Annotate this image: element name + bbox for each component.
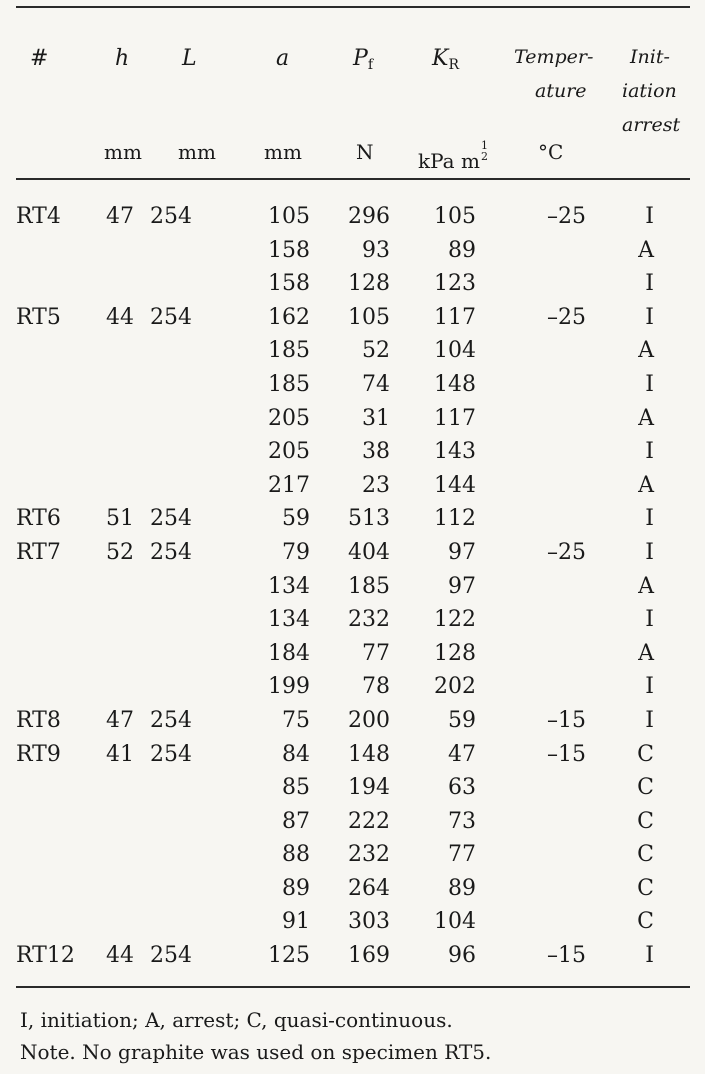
cell-L: 254 xyxy=(150,304,192,330)
cell-a: 158 xyxy=(268,237,310,263)
cell-L: 254 xyxy=(150,707,192,733)
cell-h xyxy=(106,402,150,436)
cell-mode: I xyxy=(645,271,654,297)
cell-pf: 31 xyxy=(362,405,390,431)
cell-temperature xyxy=(476,603,586,637)
cell-mode: C xyxy=(637,775,654,801)
cell-temperature: –15 xyxy=(547,741,586,767)
cell-a: 205 xyxy=(268,405,310,431)
cell-specimen: RT8 xyxy=(16,707,61,733)
cell-pf: 74 xyxy=(362,371,390,397)
cell-mode: C xyxy=(637,808,654,834)
cell-a: 85 xyxy=(282,775,310,801)
cell-h: 41 xyxy=(106,741,134,767)
cell-kr: 104 xyxy=(434,338,476,364)
cell-L xyxy=(150,805,238,839)
cell-kr: 96 xyxy=(448,943,476,969)
cell-h xyxy=(106,603,150,637)
header-init-line1: Init- xyxy=(630,46,670,68)
table-row xyxy=(16,637,654,671)
cell-kr: 89 xyxy=(448,237,476,263)
cell-specimen xyxy=(16,469,106,503)
header-number: # xyxy=(30,46,49,71)
cell-specimen xyxy=(16,771,106,805)
cell-kr: 59 xyxy=(448,707,476,733)
cell-h: 44 xyxy=(106,943,134,969)
cell-pf: 232 xyxy=(348,607,390,633)
unit-a: mm xyxy=(264,140,302,164)
cell-specimen: RT9 xyxy=(16,741,61,767)
cell-kr: 63 xyxy=(448,775,476,801)
cell-kr: 117 xyxy=(434,304,476,330)
cell-h: 52 xyxy=(106,539,134,565)
cell-specimen xyxy=(16,234,106,268)
cell-h xyxy=(106,872,150,906)
cell-temperature xyxy=(476,334,586,368)
header-rule xyxy=(16,178,690,180)
cell-mode: I xyxy=(645,707,654,733)
cell-temperature xyxy=(476,402,586,436)
cell-pf: 93 xyxy=(362,237,390,263)
cell-mode: I xyxy=(645,943,654,969)
cell-L xyxy=(150,905,238,939)
table-row xyxy=(16,570,654,604)
top-rule xyxy=(16,6,690,8)
cell-h xyxy=(106,435,150,469)
table-row xyxy=(16,905,654,939)
cell-temperature xyxy=(476,267,586,301)
cell-pf: 194 xyxy=(348,775,390,801)
cell-L xyxy=(150,637,238,671)
cell-a: 217 xyxy=(268,472,310,498)
cell-a: 162 xyxy=(268,304,310,330)
cell-h xyxy=(106,905,150,939)
cell-mode: C xyxy=(637,909,654,935)
data-table xyxy=(16,200,654,973)
cell-pf: 128 xyxy=(348,271,390,297)
cell-h xyxy=(106,570,150,604)
cell-h xyxy=(106,670,150,704)
cell-mode: I xyxy=(645,674,654,700)
cell-specimen xyxy=(16,267,106,301)
cell-h: 51 xyxy=(106,506,134,532)
cell-pf: 303 xyxy=(348,909,390,935)
table-row xyxy=(16,402,654,436)
cell-temperature xyxy=(476,368,586,402)
header-L: L xyxy=(182,46,197,71)
table-row xyxy=(16,368,654,402)
cell-L xyxy=(150,435,238,469)
table-row xyxy=(16,301,654,335)
unit-kr-base: kPa m xyxy=(418,149,480,173)
cell-mode: C xyxy=(637,875,654,901)
cell-pf: 513 xyxy=(348,506,390,532)
table-row xyxy=(16,469,654,503)
cell-a: 158 xyxy=(268,271,310,297)
unit-temp: °C xyxy=(538,140,564,164)
cell-a: 87 xyxy=(282,808,310,834)
cell-a: 84 xyxy=(282,741,310,767)
cell-specimen xyxy=(16,368,106,402)
cell-pf: 23 xyxy=(362,472,390,498)
table-row xyxy=(16,872,654,906)
table-row xyxy=(16,234,654,268)
unit-pf: N xyxy=(356,140,374,164)
header-a: a xyxy=(276,46,290,71)
cell-L: 254 xyxy=(150,943,192,969)
cell-kr: 97 xyxy=(448,573,476,599)
cell-kr: 112 xyxy=(434,506,476,532)
cell-mode: C xyxy=(637,741,654,767)
cell-kr: 77 xyxy=(448,842,476,868)
cell-L: 254 xyxy=(150,204,192,229)
cell-L xyxy=(150,570,238,604)
header-pf-main: P xyxy=(353,46,368,71)
cell-mode: I xyxy=(645,204,654,229)
cell-kr: 104 xyxy=(434,909,476,935)
header-temp-line2: ature xyxy=(535,80,587,102)
bottom-rule xyxy=(16,986,690,988)
cell-kr: 105 xyxy=(434,204,476,229)
cell-mode: A xyxy=(638,640,654,666)
cell-a: 134 xyxy=(268,607,310,633)
cell-pf: 77 xyxy=(362,640,390,666)
header-pf-sub: f xyxy=(367,57,373,73)
cell-specimen xyxy=(16,402,106,436)
header-kr-sub: R xyxy=(448,57,459,73)
cell-L: 254 xyxy=(150,539,192,565)
cell-mode: I xyxy=(645,539,654,565)
cell-a: 185 xyxy=(268,371,310,397)
cell-temperature: –25 xyxy=(547,204,586,229)
cell-h xyxy=(106,469,150,503)
unit-L: mm xyxy=(178,140,216,164)
cell-pf: 148 xyxy=(348,741,390,767)
cell-pf: 264 xyxy=(348,875,390,901)
cell-kr: 89 xyxy=(448,875,476,901)
cell-h: 47 xyxy=(106,707,134,733)
cell-a: 185 xyxy=(268,338,310,364)
cell-L xyxy=(150,872,238,906)
header-kr-main: K xyxy=(432,46,449,71)
cell-specimen: RT12 xyxy=(16,943,75,969)
table-row xyxy=(16,502,654,536)
unit-h: mm xyxy=(104,140,142,164)
cell-temperature xyxy=(476,637,586,671)
table-row xyxy=(16,704,654,738)
table-row xyxy=(16,838,654,872)
cell-temperature xyxy=(476,234,586,268)
cell-specimen xyxy=(16,905,106,939)
header-pf xyxy=(353,46,373,73)
cell-L xyxy=(150,603,238,637)
header-kr xyxy=(432,46,459,73)
cell-pf: 78 xyxy=(362,674,390,700)
cell-temperature: –15 xyxy=(547,707,586,733)
cell-mode: I xyxy=(645,506,654,532)
cell-specimen: RT4 xyxy=(16,204,61,229)
cell-kr: 128 xyxy=(434,640,476,666)
cell-mode: I xyxy=(645,371,654,397)
cell-specimen xyxy=(16,637,106,671)
cell-mode: I xyxy=(645,439,654,465)
cell-h xyxy=(106,368,150,402)
cell-pf: 404 xyxy=(348,539,390,565)
cell-temperature: –15 xyxy=(547,943,586,969)
cell-pf: 52 xyxy=(362,338,390,364)
footnote-note: Note. No graphite was used on specimen RT5. xyxy=(20,1040,492,1064)
cell-a: 89 xyxy=(282,875,310,901)
cell-mode: A xyxy=(638,237,654,263)
cell-a: 75 xyxy=(282,707,310,733)
cell-L xyxy=(150,402,238,436)
table-row xyxy=(16,939,654,973)
cell-specimen xyxy=(16,570,106,604)
header-init-line2: iation xyxy=(622,80,677,102)
cell-L: 254 xyxy=(150,741,192,767)
cell-mode: I xyxy=(645,304,654,330)
cell-mode: A xyxy=(638,338,654,364)
cell-specimen xyxy=(16,670,106,704)
cell-a: 134 xyxy=(268,573,310,599)
cell-a: 105 xyxy=(268,204,310,229)
cell-temperature xyxy=(476,872,586,906)
cell-pf: 222 xyxy=(348,808,390,834)
cell-temperature xyxy=(476,771,586,805)
table-row xyxy=(16,435,654,469)
cell-pf: 296 xyxy=(348,204,390,229)
cell-specimen: RT6 xyxy=(16,506,61,532)
table-row xyxy=(16,738,654,772)
unit-kr-exp-num: 1 xyxy=(480,139,488,152)
unit-kr-exp-den: 2 xyxy=(480,150,488,163)
header-h: h xyxy=(115,46,130,71)
cell-h xyxy=(106,838,150,872)
cell-a: 88 xyxy=(282,842,310,868)
cell-pf: 200 xyxy=(348,707,390,733)
table-row xyxy=(16,603,654,637)
cell-kr: 143 xyxy=(434,439,476,465)
cell-specimen: RT5 xyxy=(16,304,61,330)
cell-a: 199 xyxy=(268,674,310,700)
cell-h xyxy=(106,334,150,368)
cell-L xyxy=(150,368,238,402)
cell-specimen xyxy=(16,805,106,839)
cell-a: 79 xyxy=(282,539,310,565)
cell-temperature xyxy=(476,670,586,704)
cell-L xyxy=(150,838,238,872)
cell-L xyxy=(150,771,238,805)
cell-L xyxy=(150,670,238,704)
cell-mode: A xyxy=(638,405,654,431)
cell-pf: 185 xyxy=(348,573,390,599)
cell-kr: 148 xyxy=(434,371,476,397)
footnote-legend: I, initiation; A, arrest; C, quasi-continuous. xyxy=(20,1008,453,1032)
unit-kr xyxy=(418,140,488,173)
cell-L xyxy=(150,469,238,503)
cell-temperature xyxy=(476,469,586,503)
cell-temperature xyxy=(476,435,586,469)
cell-h xyxy=(106,267,150,301)
cell-a: 125 xyxy=(268,943,310,969)
cell-mode: C xyxy=(637,842,654,868)
cell-a: 91 xyxy=(282,909,310,935)
cell-pf: 105 xyxy=(348,304,390,330)
cell-h xyxy=(106,234,150,268)
unit-kr-exponent xyxy=(481,140,488,162)
table-row xyxy=(16,670,654,704)
cell-h xyxy=(106,805,150,839)
cell-mode: I xyxy=(645,607,654,633)
cell-temperature xyxy=(476,502,586,536)
cell-a: 184 xyxy=(268,640,310,666)
cell-temperature xyxy=(476,805,586,839)
cell-h xyxy=(106,771,150,805)
cell-a: 59 xyxy=(282,506,310,532)
cell-temperature xyxy=(476,570,586,604)
cell-specimen xyxy=(16,435,106,469)
cell-h: 47 xyxy=(106,204,134,229)
cell-specimen xyxy=(16,838,106,872)
cell-kr: 47 xyxy=(448,741,476,767)
cell-mode: A xyxy=(638,472,654,498)
cell-specimen xyxy=(16,603,106,637)
cell-kr: 123 xyxy=(434,271,476,297)
cell-specimen: RT7 xyxy=(16,539,61,565)
cell-pf: 169 xyxy=(348,943,390,969)
cell-pf: 232 xyxy=(348,842,390,868)
table-row xyxy=(16,267,654,301)
cell-kr: 122 xyxy=(434,607,476,633)
cell-kr: 73 xyxy=(448,808,476,834)
cell-kr: 117 xyxy=(434,405,476,431)
table-body xyxy=(16,200,654,973)
cell-kr: 202 xyxy=(434,674,476,700)
cell-kr: 97 xyxy=(448,539,476,565)
cell-kr: 144 xyxy=(434,472,476,498)
table-row xyxy=(16,805,654,839)
cell-temperature xyxy=(476,838,586,872)
table-row xyxy=(16,200,654,234)
cell-h xyxy=(106,637,150,671)
cell-L: 254 xyxy=(150,506,192,532)
cell-L xyxy=(150,267,238,301)
table-row xyxy=(16,771,654,805)
cell-temperature: –25 xyxy=(547,304,586,330)
cell-L xyxy=(150,234,238,268)
header-init-line3: arrest xyxy=(622,114,681,136)
cell-a: 205 xyxy=(268,439,310,465)
header-temp-line1: Temper- xyxy=(514,46,594,68)
cell-specimen xyxy=(16,872,106,906)
cell-temperature xyxy=(476,905,586,939)
cell-h: 44 xyxy=(106,304,134,330)
cell-specimen xyxy=(16,334,106,368)
cell-L xyxy=(150,334,238,368)
cell-pf: 38 xyxy=(362,439,390,465)
table-row xyxy=(16,536,654,570)
table-row xyxy=(16,334,654,368)
cell-temperature: –25 xyxy=(547,539,586,565)
cell-mode: A xyxy=(638,573,654,599)
